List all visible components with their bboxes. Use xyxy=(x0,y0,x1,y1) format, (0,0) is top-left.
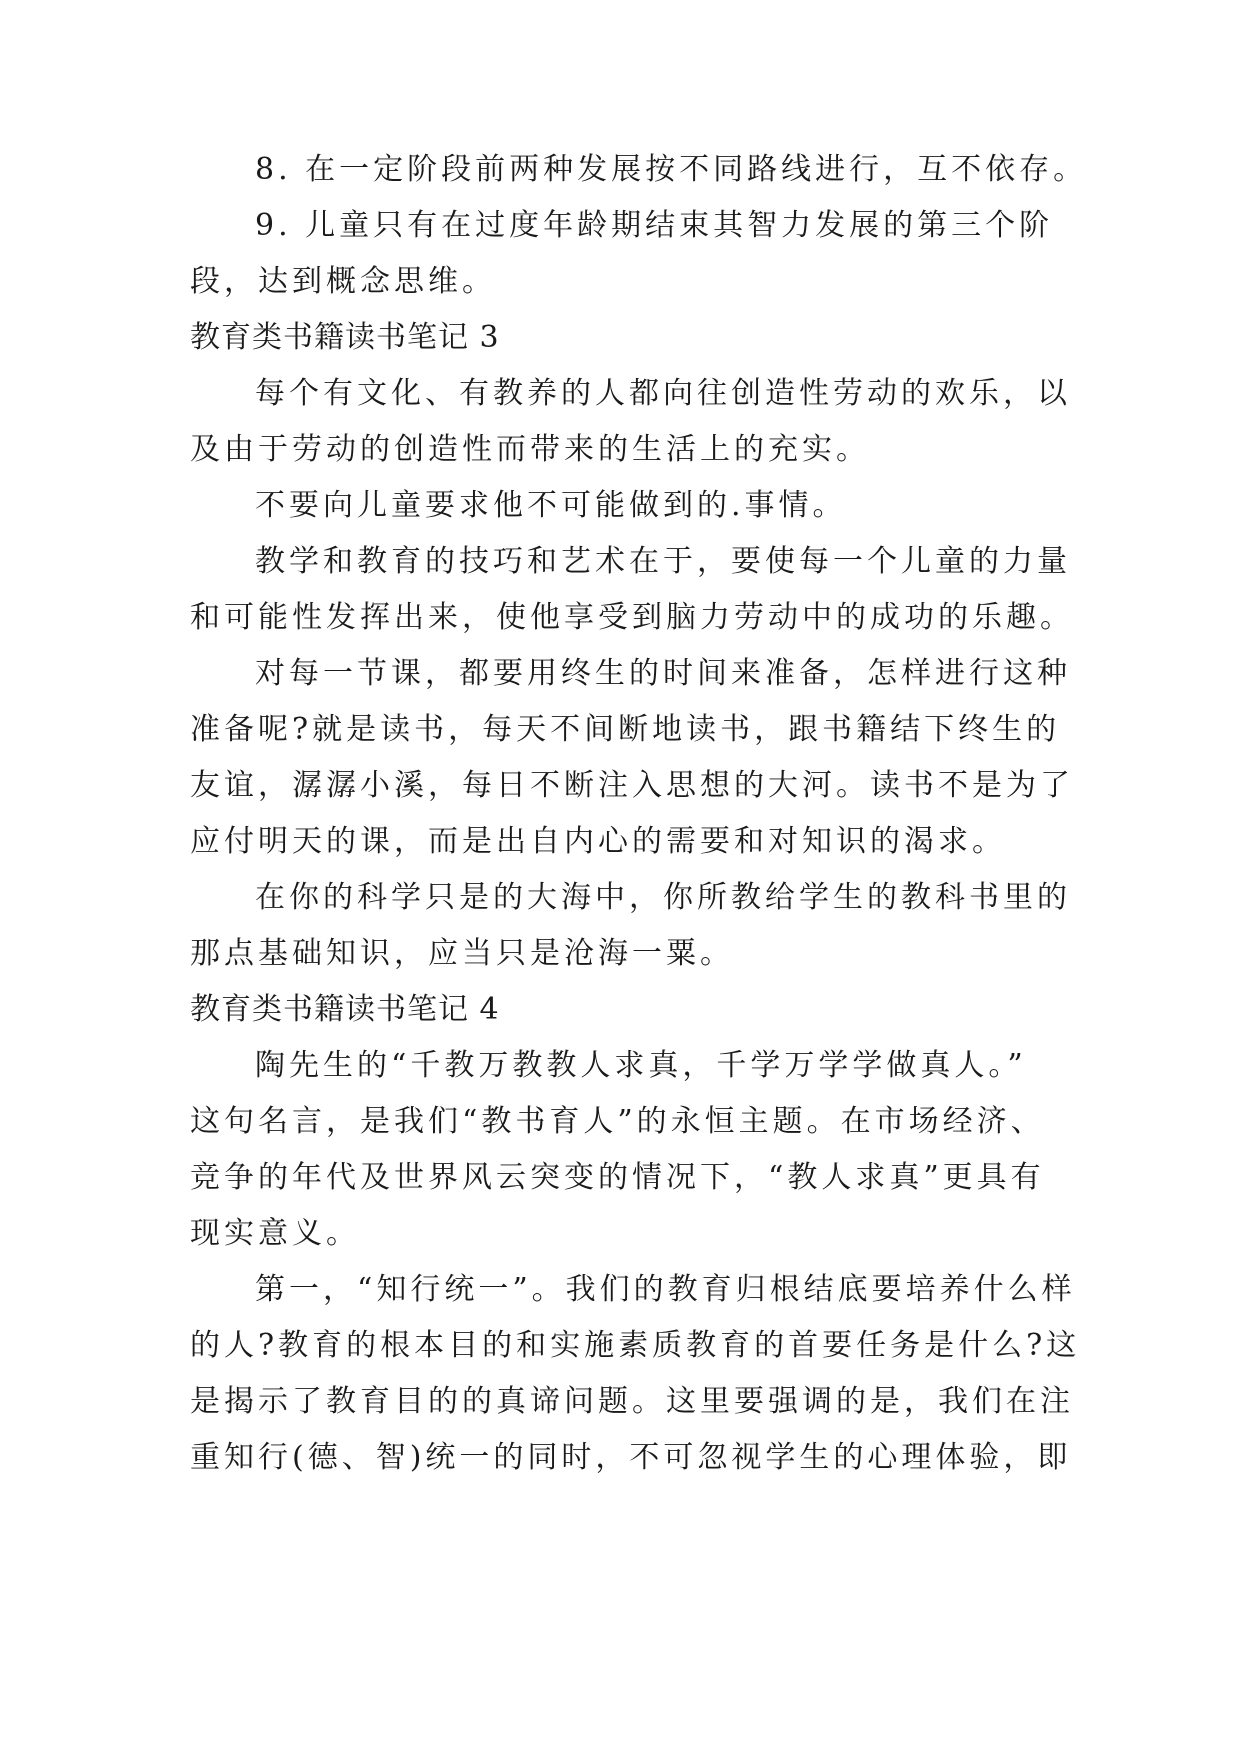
text-line: 陶先生的“千教万教教人求真，千学万学学做真人。” xyxy=(255,1048,1027,1083)
text-line: 在你的科学只是的大海中，你所教给学生的教科书里的 xyxy=(255,880,1071,915)
text-line: 每个有文化、有教养的人都向往创造性劳动的欢乐，以 xyxy=(255,376,1071,411)
section-heading: 教育类书籍读书笔记 3 xyxy=(190,320,500,355)
text-line: 应付明天的课，而是出自内心的需要和对知识的渴求。 xyxy=(190,824,1006,859)
text-line: 第一，“知行统一”。我们的教育归根结底要培养什么样 xyxy=(255,1272,1076,1307)
text-line: 及由于劳动的创造性而带来的生活上的充实。 xyxy=(190,432,870,467)
text-line: 9. 儿童只有在过度年龄期结束其智力发展的第三个阶 xyxy=(255,208,1054,243)
text-line: 现实意义。 xyxy=(190,1216,360,1251)
section-heading: 教育类书籍读书笔记 4 xyxy=(190,992,500,1027)
text-line: 这句名言，是我们“教书育人”的永恒主题。在市场经济、 xyxy=(190,1104,1045,1139)
text-line: 的人?教育的根本目的和实施素质教育的首要任务是什么?这 xyxy=(190,1328,1081,1363)
text-line: 那点基础知识，应当只是沧海一粟。 xyxy=(190,936,734,971)
text-line: 段，达到概念思维。 xyxy=(190,264,496,299)
text-line: 友谊，潺潺小溪，每日不断注入思想的大河。读书不是为了 xyxy=(190,768,1074,803)
text-line: 和可能性发挥出来，使他享受到脑力劳动中的成功的乐趣。 xyxy=(190,600,1074,635)
text-line: 准备呢?就是读书，每天不间断地读书，跟书籍结下终生的 xyxy=(190,712,1061,747)
text-line: 教学和教育的技巧和艺术在于，要使每一个儿童的力量 xyxy=(255,544,1071,579)
text-line: 对每一节课，都要用终生的时间来准备，怎样进行这种 xyxy=(255,656,1071,691)
text-line: 是揭示了教育目的的真谛问题。这里要强调的是，我们在注 xyxy=(190,1384,1074,1419)
text-line: 重知行(德、智)统一的同时，不可忽视学生的心理体验，即 xyxy=(190,1440,1072,1475)
text-line: 竞争的年代及世界风云突变的情况下，“教人求真”更具有 xyxy=(190,1160,1045,1195)
text-line: 8. 在一定阶段前两种发展按不同路线进行，互不依存。 xyxy=(255,152,1088,187)
text-line: 不要向儿童要求他不可能做到的.事情。 xyxy=(255,488,847,523)
